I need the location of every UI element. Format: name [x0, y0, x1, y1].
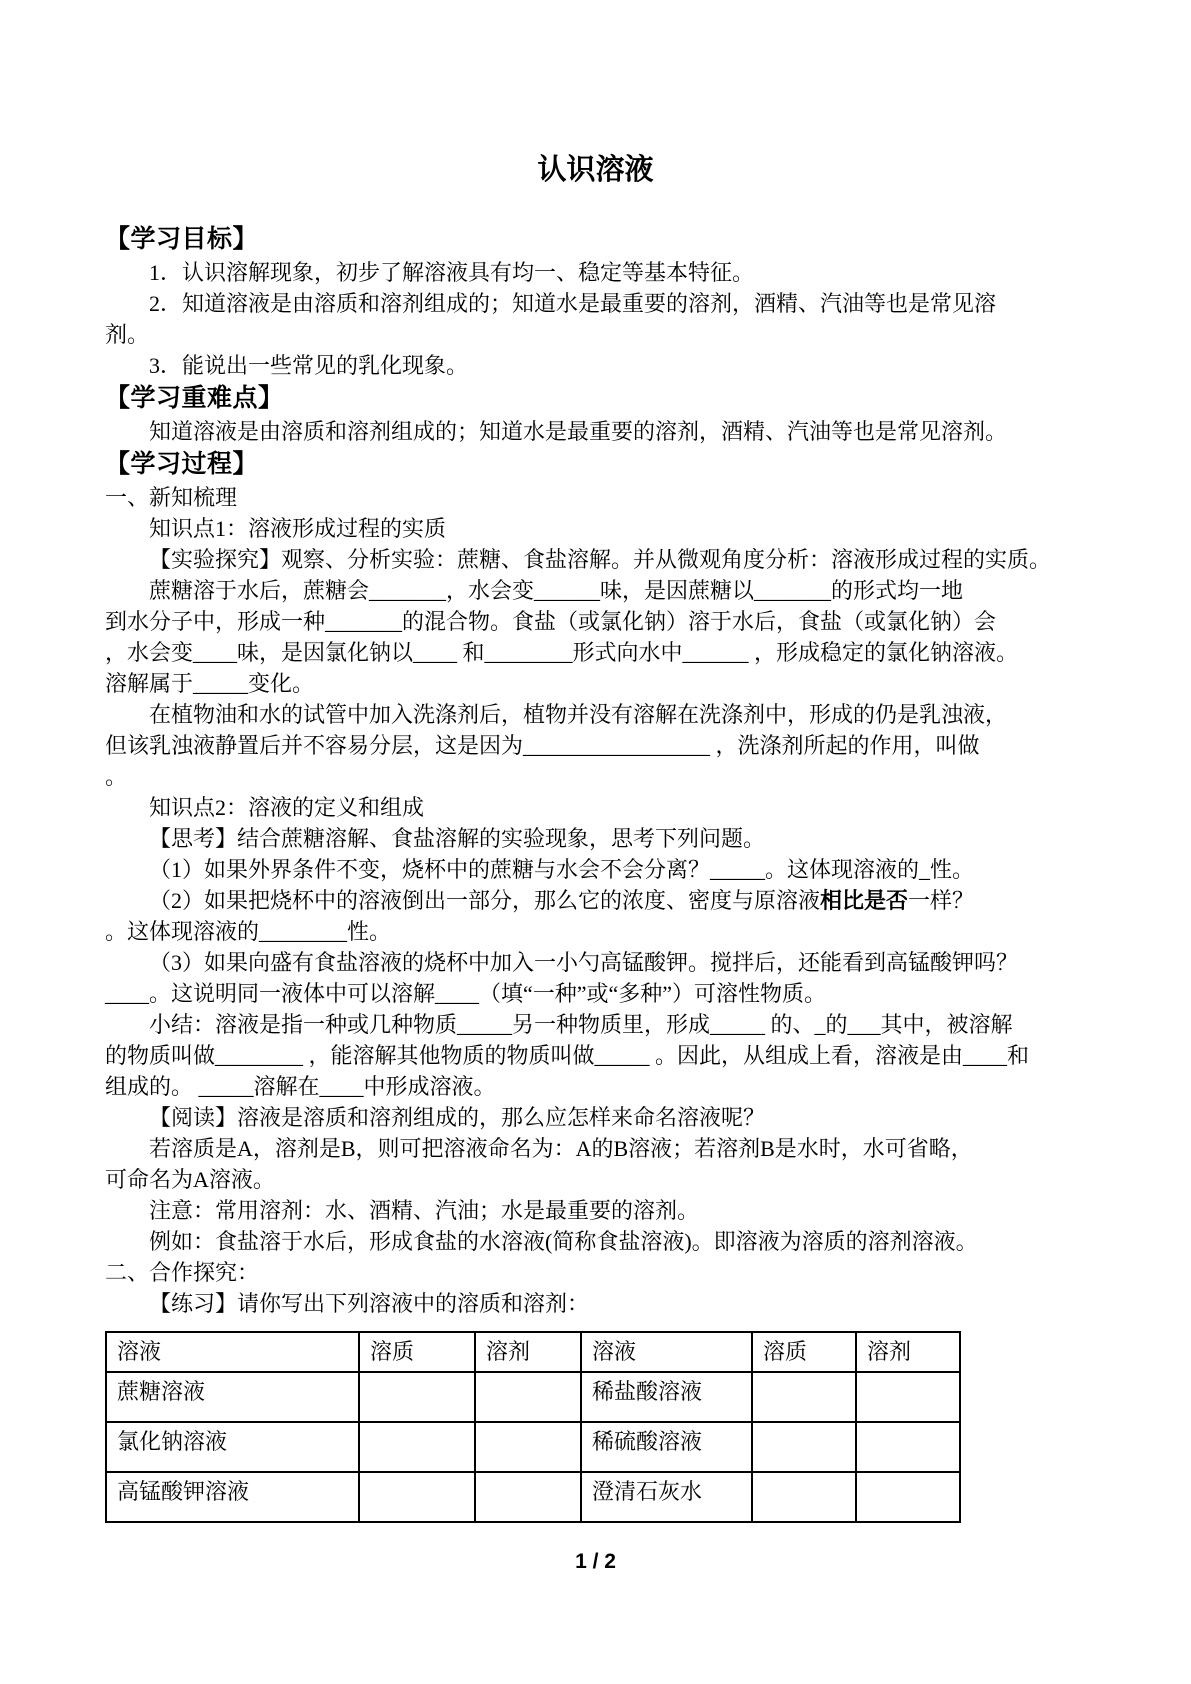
question-2-text-pre: （2）如果把烧杯中的溶液倒出一部分，那么它的浓度、密度与原溶液	[149, 888, 821, 913]
note-line: 注意：常用溶剂：水、酒精、汽油；水是最重要的溶剂。	[149, 1198, 700, 1223]
naming-rule-line1: 若溶质是A，溶剂是B，则可把溶液命名为：A的B溶液；若溶剂B是水时，水可省略，	[149, 1136, 973, 1161]
table-row	[106, 1372, 960, 1422]
fill-blank-para1-line4: 溶解属于_____变化。	[105, 671, 315, 696]
think-prompt-line: 【思考】结合蔗糖溶解、食盐溶解的实验现象，思考下列问题。	[149, 826, 766, 851]
question-2-text-bold: 相比是否	[820, 888, 909, 913]
table-cell-solvent-blank	[475, 1372, 581, 1422]
table-cell-solvent-blank	[475, 1422, 581, 1472]
col-header-solution-right: 溶液	[581, 1332, 752, 1372]
knowledge-point-2-title: 知识点2：溶液的定义和组成	[149, 795, 425, 820]
table-cell-solvent-blank	[856, 1422, 960, 1472]
fill-blank-para1-line3: ，水会变____味，是因氯化钠以____ 和________形式向水中______ ，形成稳定的氯化钠溶液。	[105, 640, 1019, 665]
col-header-solvent-right: 溶剂	[856, 1332, 960, 1372]
table-header-row	[106, 1332, 960, 1372]
goal-item-2-line2: 剂。	[105, 322, 150, 347]
table-row	[106, 1422, 960, 1472]
table-row	[106, 1472, 960, 1522]
section-2-label: 二、合作探究：	[105, 1260, 260, 1285]
table-cell-solution: 澄清石灰水	[581, 1472, 752, 1522]
emulsion-para-line1: 在植物油和水的试管中加入洗涤剂后，植物并没有溶解在洗涤剂中，形成的仍是乳浊液，	[149, 702, 1008, 727]
heading-learning-process: 【学习过程】	[105, 451, 259, 478]
experiment-exploration-line: 【实验探究】观察、分析实验：蔗糖、食盐溶解。并从微观角度分析：溶液形成过程的实质。	[149, 547, 1052, 572]
table-cell-solute-blank	[359, 1422, 475, 1472]
table-cell-solute-blank	[752, 1472, 856, 1522]
col-header-solution-left: 溶液	[106, 1332, 359, 1372]
question-2-text-post: 一样？	[908, 888, 975, 913]
table-cell-solute-blank	[359, 1472, 475, 1522]
solute-solvent-table	[105, 1331, 961, 1523]
table-cell-solution: 稀硫酸溶液	[581, 1422, 752, 1472]
question-1-line: （1）如果外界条件不变，烧杯中的蔗糖与水会不会分离？_____。这体现溶液的_性。	[149, 857, 975, 882]
fill-blank-para1-line2: 到水分子中，形成一种_______的混合物。食盐（或氯化钠）溶于水后，食盐（或氯化钠）会	[105, 609, 997, 634]
table-cell-solute-blank	[359, 1372, 475, 1422]
col-header-solute-left: 溶质	[359, 1332, 475, 1372]
summary-line1: 小结：溶液是指一种或几种物质_____另一种物质里，形成_____ 的、_的___其中，被溶解	[149, 1012, 1013, 1037]
heading-learning-goals: 【学习目标】	[105, 226, 259, 253]
question-3-line1: （3）如果向盛有食盐溶液的烧杯中加入一小勺高锰酸钾。搅拌后，还能看到高锰酸钾吗？	[149, 950, 1019, 975]
table-cell-solvent-blank	[475, 1472, 581, 1522]
col-header-solute-right: 溶质	[752, 1332, 856, 1372]
question-3-line2: ____。这说明同一液体中可以溶解____（填“一种”或“多种”）可溶性物质。	[105, 981, 827, 1006]
knowledge-point-1-title: 知识点1：溶液形成过程的实质	[149, 516, 447, 541]
summary-line2: 的物质叫做________ ，能溶解其他物质的物质叫做_____ 。因此，从组成上看，溶液是由____和	[105, 1043, 1030, 1068]
question-2-line1	[105, 885, 1086, 916]
reading-prompt-line: 【阅读】溶液是溶质和溶剂组成的，那么应怎样来命名溶液呢？	[149, 1105, 766, 1130]
table-cell-solute-blank	[752, 1422, 856, 1472]
emulsion-para-line2: 但该乳浊液静置后并不容易分层，这是因为_________________ ，洗涤剂所起的作用，叫做	[105, 733, 980, 758]
table-cell-solvent-blank	[856, 1472, 960, 1522]
emulsion-para-line3: 。	[105, 764, 128, 789]
heading-key-points: 【学习重难点】	[105, 385, 284, 412]
section-1-label: 一、新知梳理	[105, 485, 238, 510]
fill-blank-para1-line1: 蔗糖溶于水后，蔗糖会_______，水会变______味，是因蔗糖以_______的形式均一地	[149, 578, 964, 603]
goal-item-1: 1．认识溶解现象，初步了解溶液具有均一、稳定等基本特征。	[149, 260, 755, 285]
question-2-line2: 。这体现溶液的________性。	[105, 919, 392, 944]
practice-prompt-line: 【练习】请你写出下列溶液中的溶质和溶剂：	[149, 1291, 590, 1316]
summary-line3: 组成的。 _____溶解在____中形成溶液。	[105, 1074, 496, 1099]
goal-item-3: 3．能说出一些常见的乳化现象。	[149, 353, 469, 378]
col-header-solvent-left: 溶剂	[475, 1332, 581, 1372]
naming-rule-line2: 可命名为A溶液。	[105, 1167, 275, 1192]
table-cell-solution: 稀盐酸溶液	[581, 1372, 752, 1422]
table-cell-solution: 高锰酸钾溶液	[106, 1472, 359, 1522]
goal-item-2-line1: 2．知道溶液是由溶质和溶剂组成的；知道水是最重要的溶剂，酒精、汽油等也是常见溶	[149, 291, 997, 316]
example-line: 例如：食盐溶于水后，形成食盐的水溶液(简称食盐溶液)。即溶液为溶质的溶剂溶液。	[149, 1229, 978, 1254]
table-cell-solvent-blank	[856, 1372, 960, 1422]
key-points-body: 知道溶液是由溶质和溶剂组成的；知道水是最重要的溶剂，酒精、汽油等也是常见溶剂。	[149, 419, 1008, 444]
page-number: 1 / 2	[575, 1550, 616, 1573]
table-cell-solution: 蔗糖溶液	[106, 1372, 359, 1422]
document-title: 认识溶液	[537, 154, 654, 186]
table-cell-solute-blank	[752, 1372, 856, 1422]
table-cell-solution: 氯化钠溶液	[106, 1422, 359, 1472]
